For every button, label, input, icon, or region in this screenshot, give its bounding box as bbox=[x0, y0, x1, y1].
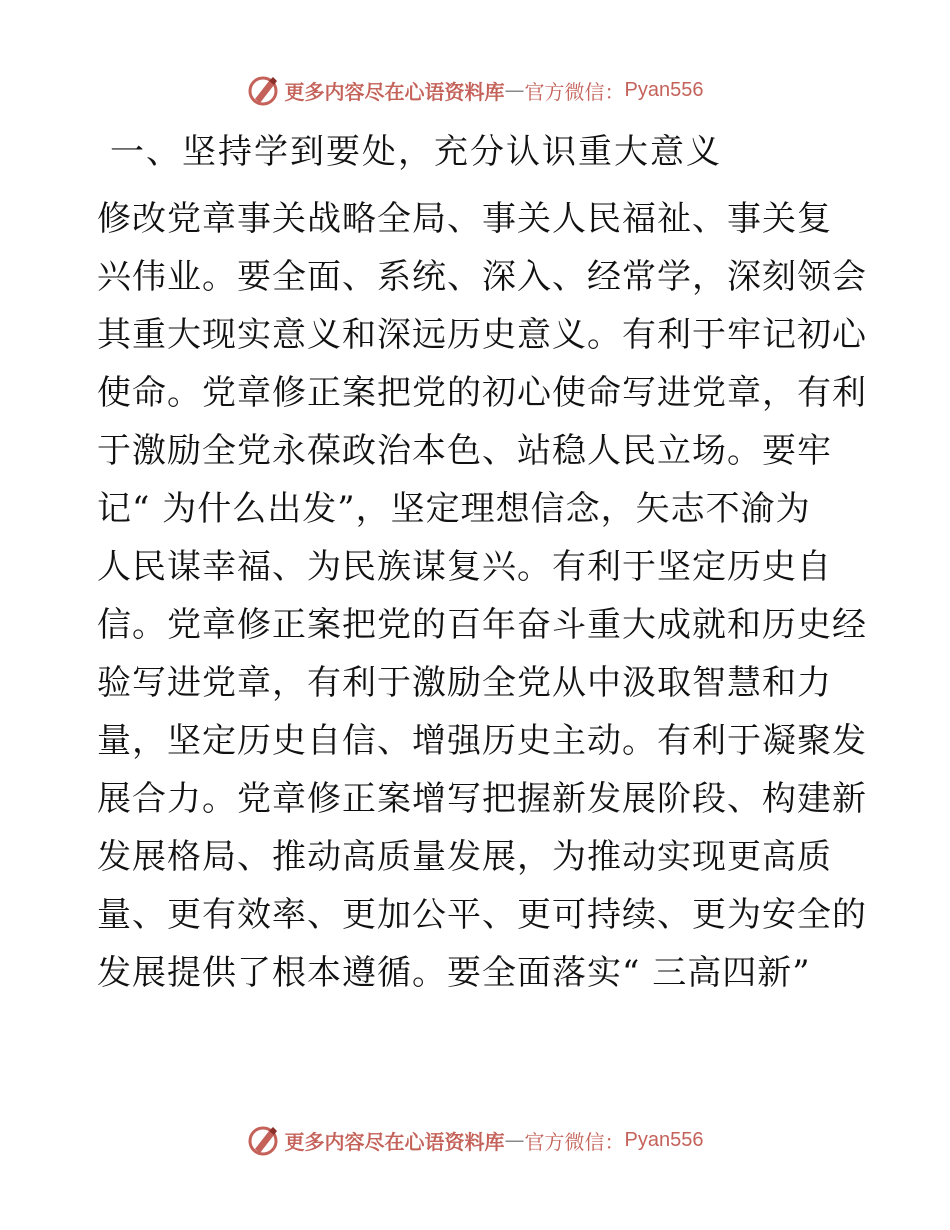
text-line: 验写进党章，有利于激励全党从中汲取智慧和力 bbox=[97, 663, 832, 703]
banner-wechat-label: 官方微信： bbox=[524, 1129, 625, 1154]
banner-brand-text: 更多内容尽在心语资料库 bbox=[284, 1129, 505, 1154]
text-line: 修改党章事关战略全局、事关人民福祉、事关复 bbox=[97, 199, 832, 239]
text-line: 于激励全党永葆政治本色、站稳人民立场。要牢 bbox=[97, 431, 832, 471]
text-line: 人民谋幸福、为民族谋复兴。有利于坚定历史自 bbox=[97, 547, 832, 587]
pen-logo-icon bbox=[247, 1123, 281, 1157]
banner-wechat-id: Pyan556 bbox=[624, 1128, 704, 1151]
text-line: 发展提供了根本遵循。要全面落实“ 三高四新” bbox=[97, 953, 811, 993]
banner-brand-text: 更多内容尽在心语资料库 bbox=[284, 79, 505, 104]
text-line: 量，坚定历史自信、增强历史主动。有利于凝聚发 bbox=[97, 721, 867, 761]
banner-dash: — bbox=[504, 78, 525, 102]
banner-dash: — bbox=[504, 1128, 525, 1152]
text-line: 发展格局、推动高质量发展，为推动实现更高质 bbox=[97, 837, 832, 877]
text-line: 记“ 为什么出发”，坚定理想信念，矢志不渝为 bbox=[97, 489, 811, 529]
banner-wechat-label: 官方微信： bbox=[524, 79, 625, 104]
text-line: 其重大现实意义和深远历史意义。有利于牢记初心 bbox=[97, 315, 867, 355]
section-heading: 一、坚持学到要处，充分认识重大意义 bbox=[110, 132, 722, 172]
header-banner bbox=[0, 70, 950, 110]
banner-wechat-id: Pyan556 bbox=[624, 78, 704, 101]
footer-banner bbox=[0, 1120, 950, 1160]
pen-logo-icon bbox=[247, 73, 281, 107]
text-line: 量、更有效率、更加公平、更可持续、更为安全的 bbox=[97, 895, 867, 935]
text-line: 信。党章修正案把党的百年奋斗重大成就和历史经 bbox=[97, 605, 867, 645]
text-line: 兴伟业。要全面、系统、深入、经常学，深刻领会 bbox=[97, 257, 867, 297]
text-line: 使命。党章修正案把党的初心使命写进党章，有利 bbox=[97, 373, 867, 413]
body-text bbox=[97, 190, 867, 1002]
text-line: 展合力。党章修正案增写把握新发展阶段、构建新 bbox=[97, 779, 867, 819]
